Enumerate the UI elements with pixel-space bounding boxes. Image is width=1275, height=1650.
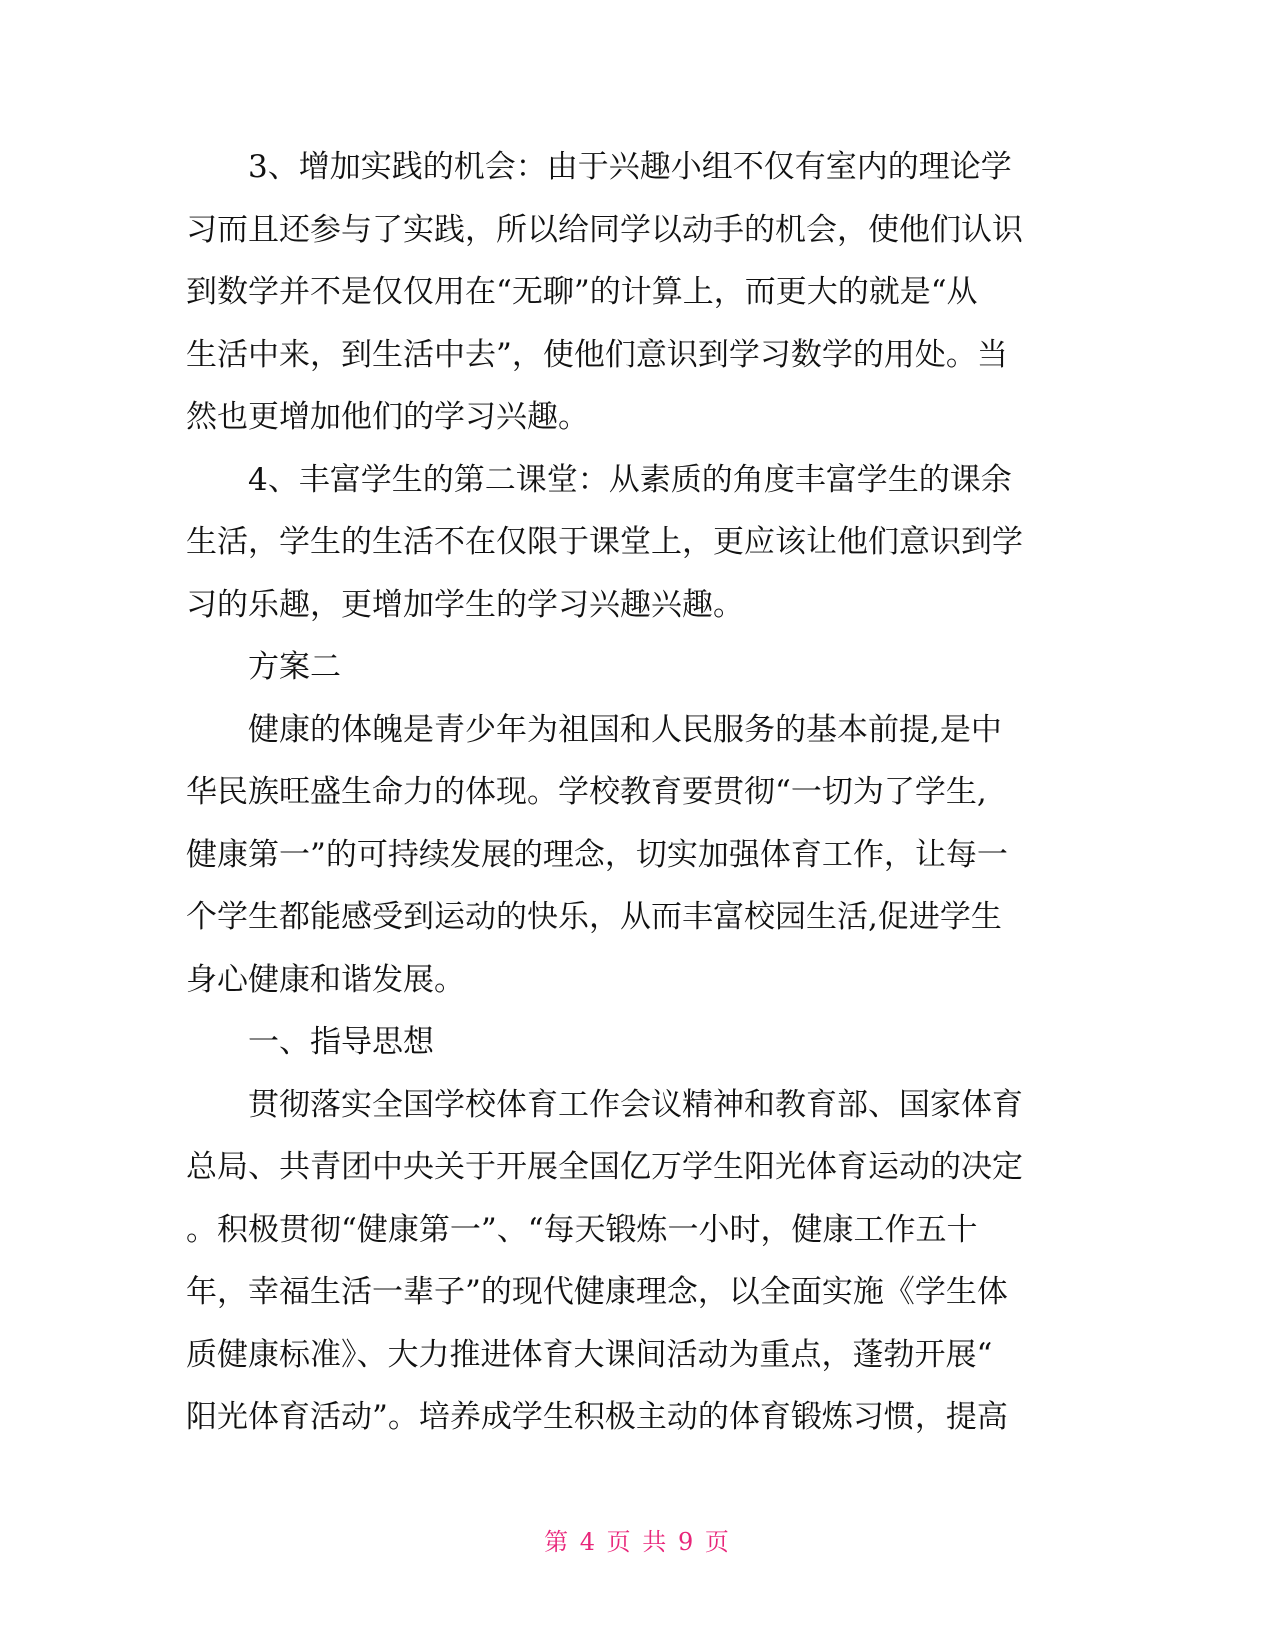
text-line: 习的乐趣，更增加学生的学习兴趣兴趣。 xyxy=(186,586,744,623)
text-line: 个学生都能感受到运动的快乐，从而丰富校园生活,促进学生 xyxy=(186,899,1002,935)
text-line: 。积极贯彻“健康第一”、“每天锻炼一小时，健康工作五十 xyxy=(186,1211,978,1248)
text-line: 健康第一”的可持续发展的理念，切实加强体育工作，让每一 xyxy=(186,836,1008,873)
text-line: 贯彻落实全国学校体育工作会议精神和教育部、国家体育 xyxy=(186,1086,1023,1123)
page-number: 第 4 页 共 9 页 xyxy=(544,1528,731,1556)
text-line: 阳光体育活动”。培养成学生积极主动的体育锻炼习惯，提高 xyxy=(186,1399,1008,1435)
text-line: 然也更增加他们的学习兴趣。 xyxy=(186,399,589,435)
text-line: 4、丰富学生的第二课堂：从素质的角度丰富学生的课余 xyxy=(186,461,1012,498)
text-line: 身心健康和谐发展。 xyxy=(186,961,465,998)
text-line: 习而且还参与了实践，所以给同学以动手的机会，使他们认识 xyxy=(186,211,1023,248)
text-line: 生活，学生的生活不在仅限于课堂上，更应该让他们意识到学 xyxy=(186,524,1023,560)
text-line: 生活中来，到生活中去”，使他们意识到学习数学的用处。当 xyxy=(186,336,1008,373)
text-line: 年，幸福生活一辈子”的现代健康理念，以全面实施《学生体 xyxy=(186,1274,1008,1310)
document-body xyxy=(186,136,1086,1449)
text-line: 到数学并不是仅仅用在“无聊”的计算上，而更大的就是“从 xyxy=(186,274,978,310)
text-line: 华民族旺盛生命力的体现。学校教育要贯彻“一切为了学生, xyxy=(186,774,987,810)
section-heading: 一、指导思想 xyxy=(186,1024,434,1060)
text-line: 总局、共青团中央关于开展全国亿万学生阳光体育运动的决定 xyxy=(186,1149,1023,1185)
section-heading: 方案二 xyxy=(186,649,341,685)
text-line: 健康的体魄是青少年为祖国和人民服务的基本前提,是中 xyxy=(186,711,1002,748)
text-line: 质健康标准》、大力推进体育大课间活动为重点，蓬勃开展“ xyxy=(186,1336,993,1373)
text-line: 3、增加实践的机会：由于兴趣小组不仅有室内的理论学 xyxy=(186,149,1012,185)
